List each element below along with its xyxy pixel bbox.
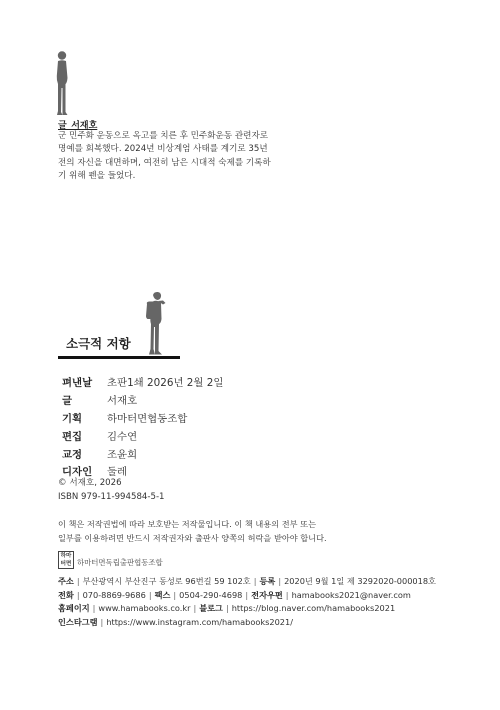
colophon-label: 글 <box>62 395 73 408</box>
colophon-row <box>62 444 442 462</box>
separator: | <box>100 616 104 627</box>
publisher-address-line <box>58 575 488 589</box>
colophon-row <box>62 391 442 409</box>
copyright-block <box>58 477 165 504</box>
colophon-row <box>62 409 442 427</box>
colophon-row <box>62 426 442 444</box>
isbn: ISBN 979-11-994584-5-1 <box>58 491 165 502</box>
union-logo-text: 하마 터면 <box>60 553 72 567</box>
separator: | <box>92 603 96 614</box>
fax-label: 팩스 <box>154 589 171 600</box>
separator: | <box>173 589 177 600</box>
author-bio-line: 전의 자신을 대면하며, 여전히 남은 시대적 숙제를 기록하 <box>58 157 271 168</box>
colophon-label: 펴낸날 <box>62 377 93 390</box>
book-title: 소극적 저항 <box>66 336 131 351</box>
title-underline <box>58 356 180 359</box>
separator: | <box>245 589 249 600</box>
homepage-label: 홈페이지 <box>58 603 90 614</box>
separator: | <box>285 589 289 600</box>
author-bio <box>58 130 288 183</box>
address-label: 주소 <box>58 576 74 586</box>
email-value[interactable]: hamabooks2021@naver.com <box>291 589 411 600</box>
fax-value: 0504-290-4698 <box>179 589 243 600</box>
colophon-label: 편집 <box>62 430 83 443</box>
blog-label: 블로그 <box>199 603 223 614</box>
union-name: 하마터면독립출판협동조합 <box>77 558 163 567</box>
separator: | <box>148 589 152 600</box>
hiker-silhouette-illustration <box>143 291 171 355</box>
copyright-notice <box>58 518 478 545</box>
colophon-value: 서재호 <box>107 395 138 408</box>
separator: | <box>193 603 197 614</box>
separator: | <box>76 576 80 586</box>
homepage-link[interactable]: www.hamabooks.co.kr <box>98 603 191 614</box>
publisher-web-line <box>58 602 488 616</box>
separator: | <box>278 576 282 586</box>
colophon-value: 하마터면협동조합 <box>107 412 188 425</box>
author-bio-line: 명예를 회복했다. 2024년 비상계엄 사태를 계기로 35년 <box>58 144 268 155</box>
separator: | <box>225 603 229 614</box>
registration-label: 등록 <box>259 576 276 586</box>
phone-label: 전화 <box>58 589 74 600</box>
author-silhouette-illustration <box>50 50 74 116</box>
publisher-instagram-line <box>58 616 488 630</box>
author-heading: 글_서재호 <box>58 121 98 131</box>
phone-value: 070-8869-9686 <box>82 589 146 600</box>
separator: | <box>253 576 257 586</box>
copyright-line: © 서재호, 2026 <box>58 478 122 488</box>
publisher-contact-line <box>58 589 488 603</box>
colophon <box>62 373 442 480</box>
colophon-row <box>62 373 442 391</box>
colophon-value: 조윤희 <box>107 448 138 461</box>
instagram-link[interactable]: https://www.instagram.com/hamabooks2021/ <box>106 616 293 627</box>
author-bio-line: 기 위해 펜을 들었다. <box>58 170 136 181</box>
colophon-value: 초판1쇄 2026년 2월 2일 <box>107 377 224 390</box>
address-value: 부산광역시 부산진구 동성로 96번길 59 102호 <box>82 576 251 586</box>
registration-value: 2020년 9월 1일 제 3292020-000018호 <box>284 576 436 586</box>
publisher-info <box>58 575 488 629</box>
colophon-value: 김수연 <box>107 430 138 443</box>
email-label: 전자우편 <box>251 589 283 600</box>
colophon-value: 둘레 <box>107 466 128 479</box>
separator: | <box>76 589 80 600</box>
author-bio-line: 군 민주화 운동으로 옥고를 치른 후 민주화운동 관련자로 <box>58 131 269 141</box>
instagram-label: 인스타그램 <box>58 616 98 627</box>
colophon-label: 기획 <box>62 412 83 425</box>
notice-line: 이 책은 저작권법에 따라 보호받는 저작물입니다. 이 책 내용의 전부 또는 <box>58 519 316 529</box>
colophon-label: 교정 <box>62 448 83 461</box>
notice-line: 일부를 이용하려면 반드시 저작권자와 출판사 양쪽의 허락을 받아야 합니다. <box>58 532 327 543</box>
colophon-label: 디자인 <box>62 466 93 479</box>
blog-link[interactable]: https://blog.naver.com/hamabooks2021 <box>231 603 396 614</box>
union-logo <box>58 551 74 569</box>
